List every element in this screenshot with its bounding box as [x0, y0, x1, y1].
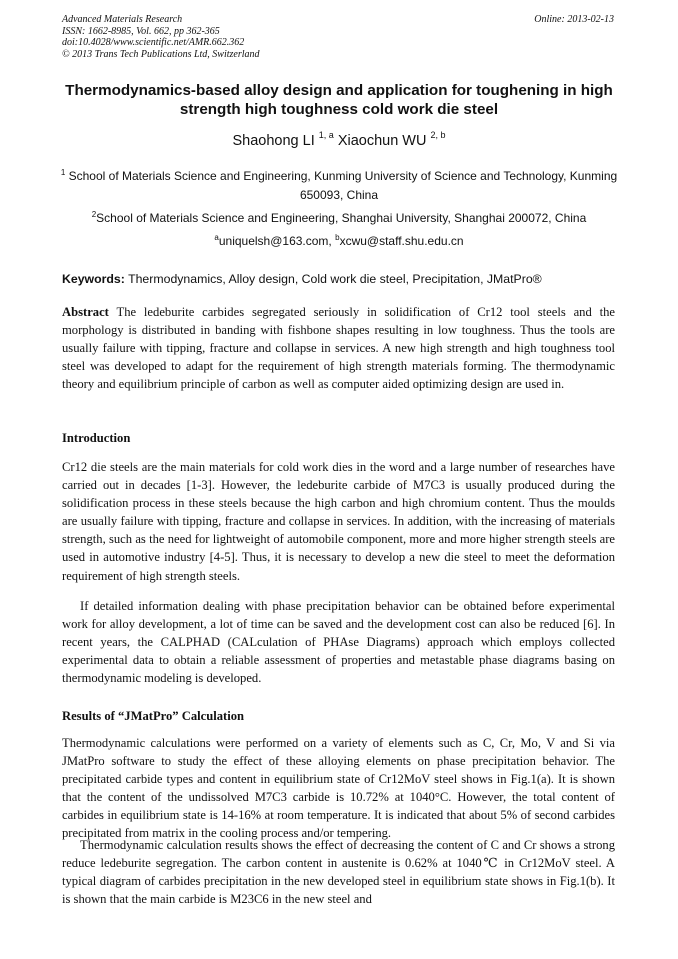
intro-paragraph-1: Cr12 die steels are the main materials for cold work dies in the word and a large number of researches have carried out in decades [1-3]. However, the ledeburite carbide of M7C3 is usually produced during the solidification process in these steels because the high carbon and high chromium content. Thus the moulds are usually failure with tipping, fracture and collapse in services. In addition, with the increasing of materials strength, such as the need for lightweight of automobile component, more and more higher strength steels are used in automotive industry [4-5]. Thus, it is necessary to develop a new die steel to meet the deformation requirement of high strength steels.	[62, 460, 615, 583]
email-marker: a	[214, 233, 219, 242]
email-link[interactable]: uniquelsh@163.com,	[218, 234, 332, 248]
section-heading-introduction: Introduction	[62, 431, 131, 445]
affiliation-text: School of Materials Science and Engineering, Shanghai University, Shanghai 200072, China	[96, 211, 587, 225]
author-line	[0, 130, 678, 149]
doi-link[interactable]: doi:10.4028/www.scientific.net/AMR.662.362	[62, 37, 245, 48]
affiliation-1	[60, 167, 618, 205]
journal-name: Advanced Materials Research	[62, 14, 183, 25]
affiliation-marker: 2	[91, 210, 97, 219]
author-name: Shaohong LI	[232, 133, 315, 149]
paper-title: Thermodynamics-based alloy design and application for toughening in high strength high toughness cold work die steel	[65, 82, 613, 118]
abstract-text: The ledeburite carbides segregated seriously in solidification of Cr12 tool steels and the morphology is distributed in banding with fishbone shapes resulting in low toughness. Thus the tools are usually failure with tipping, fracture and collapse in services. A new high strength and high toughness tool steel was developed to adapt for the requirement of high strength materials forming. The thermodynamic theory and equilibrium principle of carbon as well as computer aided optimizing design are used in.	[62, 305, 615, 392]
online-date: Online: 2013-02-13	[534, 14, 614, 25]
keywords-text: Thermodynamics, Alloy design, Cold work die steel, Precipitation, JMatPro®	[128, 272, 542, 286]
affiliation-2	[60, 209, 618, 228]
email-marker: b	[335, 233, 340, 242]
email-link[interactable]: xcwu@staff.shu.edu.cn	[339, 234, 464, 248]
author-name: Xiaochun WU	[337, 133, 427, 149]
keywords-line	[62, 272, 618, 286]
copyright-notice: © 2013 Trans Tech Publications Ltd, Switzerland	[62, 48, 260, 60]
section-heading-results: Results of “JMatPro” Calculation	[62, 709, 245, 723]
author-affil-marker: 1, a	[318, 130, 334, 140]
keywords-label: Keywords:	[62, 272, 125, 286]
abstract-paragraph	[62, 303, 615, 393]
journal-issn: ISSN: 1662-8985, Vol. 662, pp 362-365	[62, 25, 220, 37]
abstract-label: Abstract	[62, 305, 109, 319]
results-paragraph-2: Thermodynamic calculation results shows the effect of decreasing the content of C and Cr shows a strong reduce ledeburite segregation. The carbon content in austenite is 0.62% at 1040℃ in Cr12MoV steel. A typical diagram of carbides precipitation in the new developed steel in equilibrium state shows in Fig.1(b). It is shown that the main carbide is M23C6 in the new steel and	[62, 838, 615, 907]
journal-header	[62, 14, 260, 60]
email-line	[0, 234, 678, 248]
intro-paragraph-2: If detailed information dealing with phase precipitation behavior can be obtained before experimental work for alloy development, a lot of time can be saved and the development cost can also be reduced [6]. In recent years, the CALPHAD (CALculation of PHAse Diagrams) approach which employs collected experimental data to obtain a reliable assessment of properties and metastable phase diagrams basing on thermodynamic modeling is developed.	[62, 599, 615, 686]
author-affil-marker: 2, b	[430, 130, 446, 140]
affiliation-text: School of Materials Science and Engineering, Kunming University of Science and Technology, Kunming 650093, China	[68, 169, 618, 202]
results-paragraph-1: Thermodynamic calculations were performed on a variety of elements such as C, Cr, Mo, V and Si via JMatPro software to study the effect of these alloying elements on phase precipitation behavior. The precipitated carbide types and content in equilibrium state of Cr12MoV steel shows in Fig.1(a). It is shown that the content of the undissolved M7C3 carbide is 10.72% at 1040°C. However, the total content of carbides in equilibrium state is 14-16% at room temperature. It is indicated that about 5% of second carbides precipitated from matrix in the cooling process and/or tempering.	[62, 736, 615, 841]
affiliation-marker: 1	[60, 168, 66, 177]
